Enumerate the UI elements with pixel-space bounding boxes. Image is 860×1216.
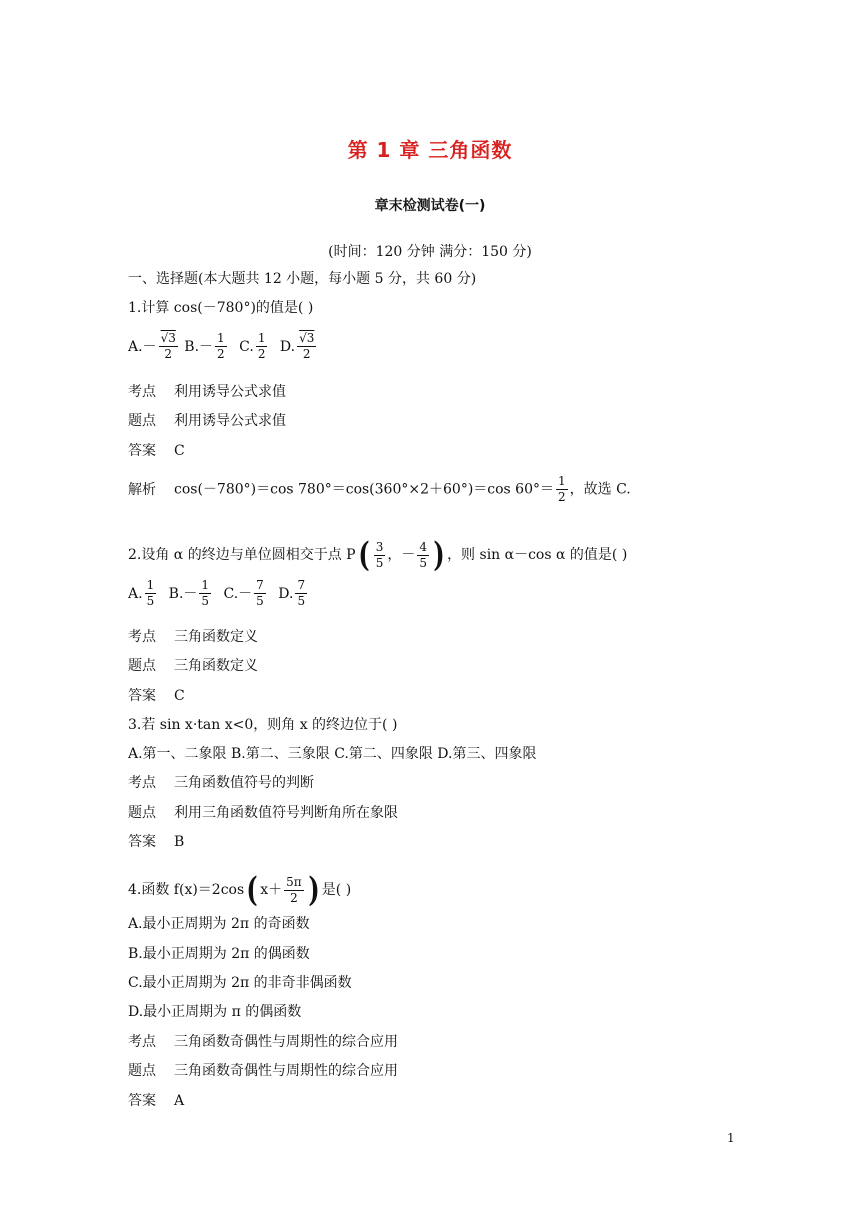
q1-option-a: A.－ $\frac{√3}{2}$ bbox=[128, 331, 176, 361]
q4-option-d: D.最小正周期为 π 的偶函数 bbox=[128, 1004, 302, 1020]
q4-kaodian: 考点 三角函数奇偶性与周期性的综合应用 bbox=[128, 1034, 398, 1050]
q2-tidian: 题点 三角函数定义 bbox=[128, 658, 258, 674]
q4-answer: 答案 A bbox=[128, 1093, 185, 1109]
q3-tidian: 题点 利用三角函数值符号判断角所在象限 bbox=[128, 805, 398, 821]
q2-options bbox=[128, 578, 309, 609]
q4-stem: 4.函数 f(x)＝2cos( x＋ $\frac{5\pi}{2}$ ) 是( ) bbox=[128, 870, 352, 910]
chapter-title: 第 1 章 三角函数 bbox=[347, 138, 513, 162]
q1-analysis: 解析 cos(－780°)＝cos 780°＝cos(360°×2＋60°)＝cos 60°＝ $\frac{1}{2}$ ，故选 C. bbox=[128, 474, 631, 504]
exam-title: 章末检测试卷(一) bbox=[374, 198, 486, 214]
q2-kaodian: 考点 三角函数定义 bbox=[128, 629, 258, 645]
section-heading: 一、选择题(本大题共 12 小题，每小题 5 分，共 60 分) bbox=[128, 271, 477, 287]
q3-kaodian: 考点 三角函数值符号的判断 bbox=[128, 775, 314, 791]
q2-answer: 答案 C bbox=[128, 688, 185, 704]
q4-option-c: C.最小正周期为 2π 的非奇非偶函数 bbox=[128, 975, 352, 991]
q2-option-b: B.－ $\frac{1}{5}$ bbox=[168, 578, 210, 608]
q1-stem: 1.计算 cos(－780°)的值是( ) bbox=[128, 300, 314, 316]
q2-stem: 2.设角 α 的终边与单位圆相交于点 P( $\frac{3}{5}$ ，－ $\frac{4}{5}$ ) ，则 sin α－cos α 的值是( ) bbox=[128, 535, 628, 575]
q1-kaodian: 考点 利用诱导公式求值 bbox=[128, 384, 286, 400]
q1-tidian: 题点 利用诱导公式求值 bbox=[128, 413, 286, 429]
q2-option-d: D. $\frac{7}{5}$ bbox=[278, 578, 306, 608]
exam-info: (时间：120 分钟 满分：150 分) bbox=[328, 244, 532, 260]
q2-option-a: A. $\frac{1}{5}$ bbox=[128, 578, 155, 608]
q1-answer: 答案 C bbox=[128, 443, 185, 459]
q3-answer: 答案 B bbox=[128, 834, 185, 850]
q3-options: A.第一、二象限 B.第二、三象限 C.第二、四象限 D.第三、四象限 bbox=[128, 746, 537, 762]
q2-option-c: C.－ $\frac{7}{5}$ bbox=[223, 578, 264, 608]
q1-option-d: D. $\frac{√3}{2}$ bbox=[279, 331, 315, 361]
page-number: 1 bbox=[727, 1131, 735, 1145]
q4-option-a: A.最小正周期为 2π 的奇函数 bbox=[128, 916, 310, 932]
q1-options bbox=[128, 331, 318, 362]
q3-stem: 3.若 sin x·tan x<0，则角 x 的终边位于( ) bbox=[128, 717, 398, 733]
q4-option-b: B.最小正周期为 2π 的偶函数 bbox=[128, 946, 310, 962]
q1-option-c: C. $\frac{1}{2}$ bbox=[239, 331, 266, 361]
q4-tidian: 题点 三角函数奇偶性与周期性的综合应用 bbox=[128, 1063, 398, 1079]
q1-option-b: B.－ $\frac{1}{2}$ bbox=[184, 331, 225, 361]
